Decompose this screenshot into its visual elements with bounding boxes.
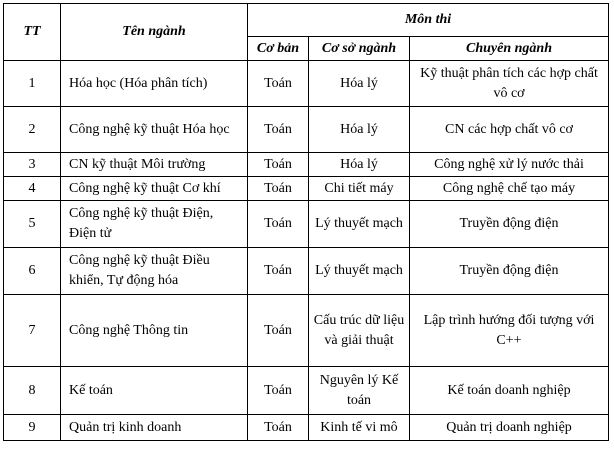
header-tt: TT [4,4,61,61]
cell-chuyen-nganh: Lập trình hướng đối tượng với C++ [410,295,609,367]
cell-co-ban: Toán [248,295,309,367]
cell-ten-nganh: Công nghệ kỹ thuật Hóa học [61,107,248,153]
table-row [4,415,609,441]
header-chuyen-nganh: Chuyên ngành [410,37,609,61]
cell-ten-nganh: Hóa học (Hóa phân tích) [61,61,248,107]
cell-chuyen-nganh: Truyền động điện [410,201,609,248]
cell-co-ban: Toán [248,201,309,248]
cell-ten-nganh: Công nghệ kỹ thuật Điều khiển, Tự động hóa [61,248,248,295]
cell-ten-nganh: Quản trị kinh doanh [61,415,248,441]
cell-co-ban: Toán [248,61,309,107]
cell-co-so-nganh: Kinh tế vi mô [309,415,410,441]
cell-tt: 7 [4,295,61,367]
cell-ten-nganh: CN kỹ thuật Môi trường [61,153,248,177]
header-co-ban: Cơ bản [248,37,309,61]
cell-co-so-nganh: Lý thuyết mạch [309,201,410,248]
cell-tt: 3 [4,153,61,177]
cell-co-ban: Toán [248,415,309,441]
cell-co-so-nganh: Hóa lý [309,61,410,107]
cell-tt: 8 [4,367,61,415]
table-row [4,153,609,177]
exam-subjects-table [3,3,609,441]
cell-co-so-nganh: Hóa lý [309,153,410,177]
cell-co-so-nganh: Nguyên lý Kế toán [309,367,410,415]
cell-chuyen-nganh: CN các hợp chất vô cơ [410,107,609,153]
cell-co-so-nganh: Chi tiết máy [309,177,410,201]
cell-ten-nganh: Công nghệ kỹ thuật Cơ khí [61,177,248,201]
table-row [4,367,609,415]
table-row [4,295,609,367]
cell-chuyen-nganh: Truyền động điện [410,248,609,295]
cell-chuyen-nganh: Kỹ thuật phân tích các hợp chất vô cơ [410,61,609,107]
cell-co-so-nganh: Cấu trúc dữ liệu và giải thuật [309,295,410,367]
cell-co-so-nganh: Lý thuyết mạch [309,248,410,295]
table-row [4,61,609,107]
cell-chuyen-nganh: Công nghệ chế tạo máy [410,177,609,201]
cell-co-ban: Toán [248,248,309,295]
table-row [4,177,609,201]
cell-chuyen-nganh: Kế toán doanh nghiệp [410,367,609,415]
cell-tt: 5 [4,201,61,248]
cell-co-ban: Toán [248,153,309,177]
cell-ten-nganh: Công nghệ Thông tin [61,295,248,367]
cell-tt: 9 [4,415,61,441]
cell-tt: 2 [4,107,61,153]
cell-ten-nganh: Kế toán [61,367,248,415]
header-mon-thi: Môn thi [248,4,609,37]
cell-co-ban: Toán [248,177,309,201]
cell-tt: 6 [4,248,61,295]
header-co-so-nganh: Cơ sở ngành [309,37,410,61]
cell-chuyen-nganh: Công nghệ xử lý nước thải [410,153,609,177]
cell-co-ban: Toán [248,107,309,153]
cell-co-ban: Toán [248,367,309,415]
cell-tt: 4 [4,177,61,201]
cell-co-so-nganh: Hóa lý [309,107,410,153]
header-ten-nganh: Tên ngành [61,4,248,61]
cell-ten-nganh: Công nghệ kỹ thuật Điện, Điện tử [61,201,248,248]
cell-tt: 1 [4,61,61,107]
table-row [4,201,609,248]
table-row [4,107,609,153]
cell-chuyen-nganh: Quản trị doanh nghiệp [410,415,609,441]
table-row [4,248,609,295]
